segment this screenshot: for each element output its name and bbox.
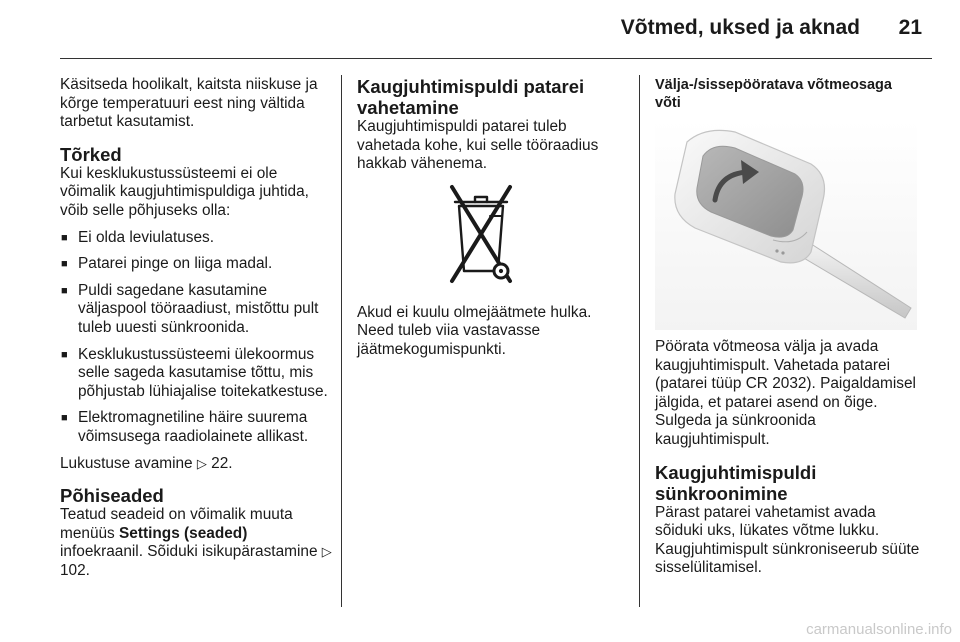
disposal-paragraph: Akud ei kuulu olmejäätmete hulka. Need tuleb viia vastavasse jäätmekogumispunkti. [357,303,592,358]
list-item: ■ Patarei pinge on liiga madal. [60,255,332,274]
header-rule [60,58,932,59]
basic-settings-paragraph [60,506,332,580]
basic-settings-heading: Põhiseaded [60,485,164,507]
list-item: ■ Ei olda leviulatuses. [60,229,332,248]
sync-heading: Kaugjuhtimispuldi sünkroonimine [655,461,817,504]
settings-menu-label: Settings (seaded) [119,524,248,542]
column-divider-left [341,75,342,607]
middle-column [357,76,619,368]
list-item: ■ Puldi sagedane kasutamine väljaspool tööraadiust, mistõttu pult tuleb uuesti sünkroonida. [60,282,332,338]
unlock-paragraph [60,455,332,474]
list-item: ■ Elektromagnetiline häire suurema võimsusega raadiolainete allikast. [60,409,332,446]
reference-arrow-icon: ▷ [196,455,207,471]
flip-key-battery-cover-illustration [655,120,917,330]
crossed-out-wheelie-bin-icon [449,184,513,290]
page-number: 21 [898,16,922,39]
battery-replacement-heading: Kaugjuhtimispuldi patarei vahetamine [357,76,585,118]
left-column [60,76,332,588]
battery-steps-paragraph: Pöörata võtmeosa välja ja avada kaugjuhtimispult. Vahetada patarei (patarei tüüp CR 2032). Paigaldamisel jälgida, et patarei asend on õige. Sulgeda ja sünkroonida kaugjuhtimispult. [655,338,916,448]
basic-settings-page-ref[interactable]: 102. [60,561,90,579]
battery-replacement-paragraph: Kaugjuhtimispuldi patarei tuleb vahetada kohe, kui selle tööraadius hakkab vähenema. [357,118,599,173]
page-header-title: Võtmed, uksed ja aknad [620,16,860,39]
faults-list [60,229,332,447]
sync-paragraph: Pärast patarei vahetamist avada sõiduki uks, lükates võtme lukku. Kaugjuhtimispult sünkroniseerub süüte sisselülitamisel. [655,503,920,577]
basic-settings-text-2: infoekraanil. Sõiduki isikupärastamine [60,543,318,561]
reference-arrow-icon: ▷ [321,544,332,560]
faults-heading: Tõrked [60,143,122,165]
watermark: carmanualsonline.info [806,621,952,638]
column-divider-right [639,75,640,607]
flip-key-heading: Välja-/sissepööratava võtmeosaga võti [655,77,892,111]
unlock-text: Lukustuse avamine [60,454,193,472]
faults-paragraph: Kui kesklukustussüsteemi ei ole võimalik kaugjuhtimispuldiga juhtida, võib selle põhjuseks olla: [60,164,309,219]
intro-paragraph: Käsitseda hoolikalt, kaitsta niiskuse ja kõrge temperatuuri eest ning vältida tarbetut kasutamist. [60,76,318,131]
right-column [655,76,921,586]
list-item: ■ Kesklukustussüsteemi ülekoormus selle sageda kasutamise tõttu, mis põhjustab lühiajalise toitekatkestuse. [60,346,332,402]
basic-settings-text-1: Teatud seadeid on võimalik muuta menüüs [60,506,293,542]
unlock-page-ref[interactable]: 22. [211,454,233,472]
